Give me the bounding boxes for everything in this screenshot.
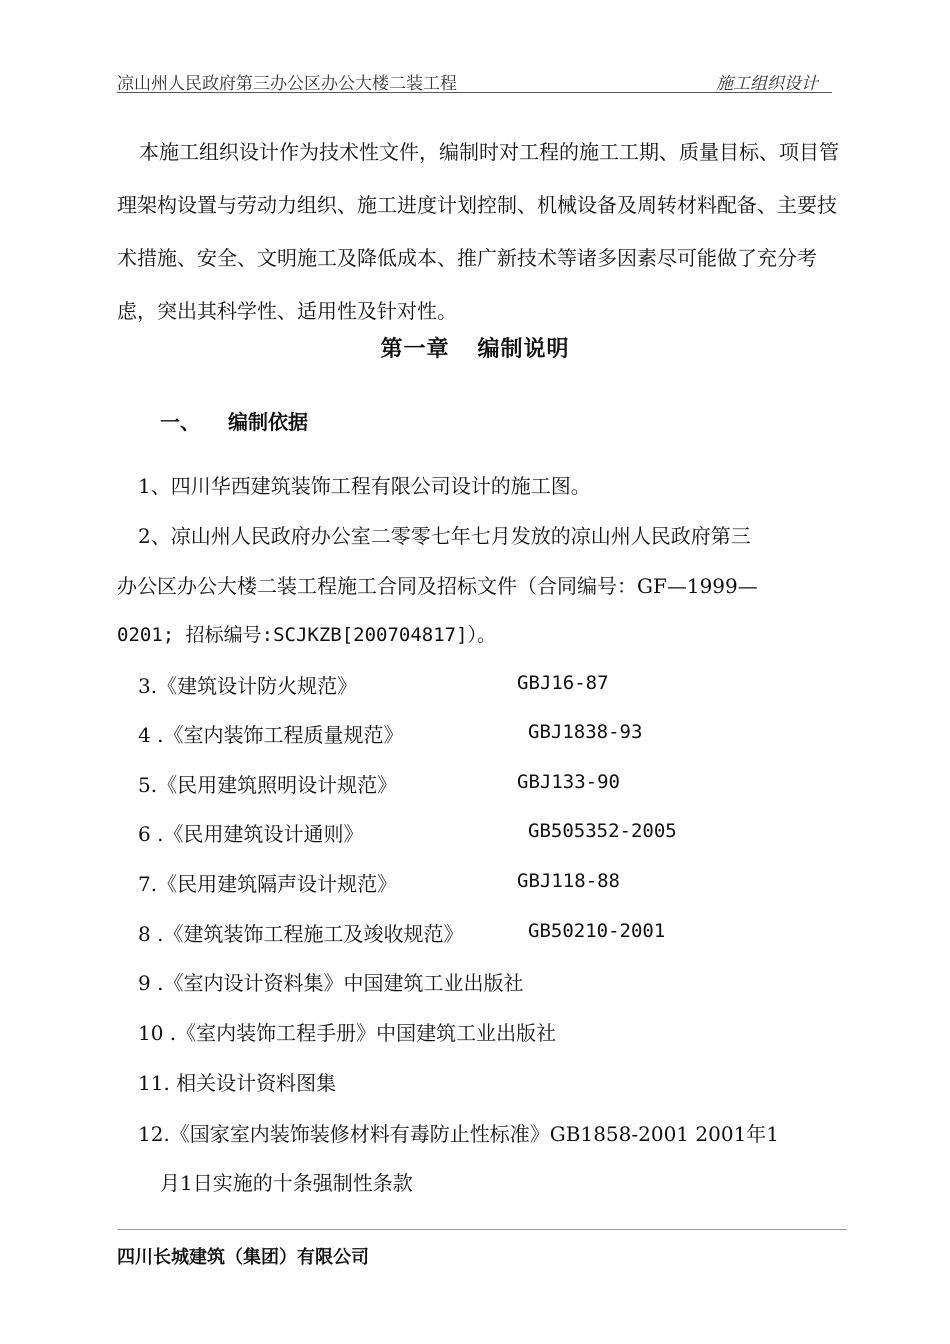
chapter-title: 编制说明 <box>477 337 570 362</box>
list-item-9: 9 .《室内设计资料集》中国建筑工业出版社 <box>138 971 524 995</box>
header-doc-type: 施工组织设计 <box>716 74 818 94</box>
list-item-2-line-2: 办公区办公大楼二装工程施工合同及招标文件（合同编号：GF—1999— <box>117 574 758 598</box>
section-title: 编制依据 <box>228 410 308 434</box>
list-item-12-line-1: 12.《国家室内装饰装修材料有毒防止性标准》GB1858-2001 2001年1 <box>138 1122 780 1146</box>
list-item-3-code: GBJ16-87 <box>517 672 609 694</box>
list-item-12-line-2: 月1日实施的十条强制性条款 <box>160 1171 413 1195</box>
intro-paragraph: 本施工组织设计作为技术性文件，编制时对工程的施工工期、质量目标、项目管理架构设置与劳动力组织、施工进度计划控制、机械设备及周转材料配备、主要技术措施、安全、文明施工及降低成本、推广新技术等诸多因素尽可能做了充分考虑，突出其科学性、适用性及针对性。 <box>117 140 839 323</box>
list-item-8-code: GB50210-2001 <box>528 920 666 942</box>
list-item-6-title: 6 .《民用建筑设计通则》 <box>138 822 364 846</box>
list-item-11: 11. 相关设计资料图集 <box>138 1071 337 1095</box>
chapter-number: 第一章 <box>380 337 450 362</box>
list-item-5-title: 5.《民用建筑照明设计规范》 <box>138 773 398 797</box>
section-number: 一、 <box>160 410 200 434</box>
footer-divider <box>117 1229 847 1230</box>
list-item-2-line-1: 2、凉山州人民政府办公室二零零七年七月发放的凉山州人民政府第三 <box>138 524 751 548</box>
list-item-3-title: 3.《建筑设计防火规范》 <box>138 674 358 698</box>
list-item-7-code: GBJ118-88 <box>517 870 620 892</box>
footer-company: 四川长城建筑（集团）有限公司 <box>117 1247 369 1268</box>
list-item-4-code: GBJ1838-93 <box>528 721 643 743</box>
header-project-title: 凉山州人民政府第三办公区办公大楼二装工程 <box>117 74 457 94</box>
list-item-10: 10 .《室内装饰工程手册》中国建筑工业出版社 <box>138 1021 557 1045</box>
list-item-5-code: GBJ133-90 <box>517 771 620 793</box>
list-item-7-title: 7.《民用建筑隔声设计规范》 <box>138 872 398 896</box>
list-item-6-code: GB505352-2005 <box>528 820 677 842</box>
page-header <box>117 66 832 93</box>
list-item-2-line-3: 0201; 招标编号:SCJKZB[200704817]）。 <box>117 624 497 646</box>
list-item-4-title: 4 .《室内装饰工程质量规范》 <box>138 723 404 747</box>
list-item-1: 1、四川华西建筑装饰工程有限公司设计的施工图。 <box>138 474 591 498</box>
chapter-heading <box>0 332 950 363</box>
list-item-8-title: 8 .《建筑装饰工程施工及竣收规范》 <box>138 922 464 946</box>
section-heading <box>160 406 308 435</box>
